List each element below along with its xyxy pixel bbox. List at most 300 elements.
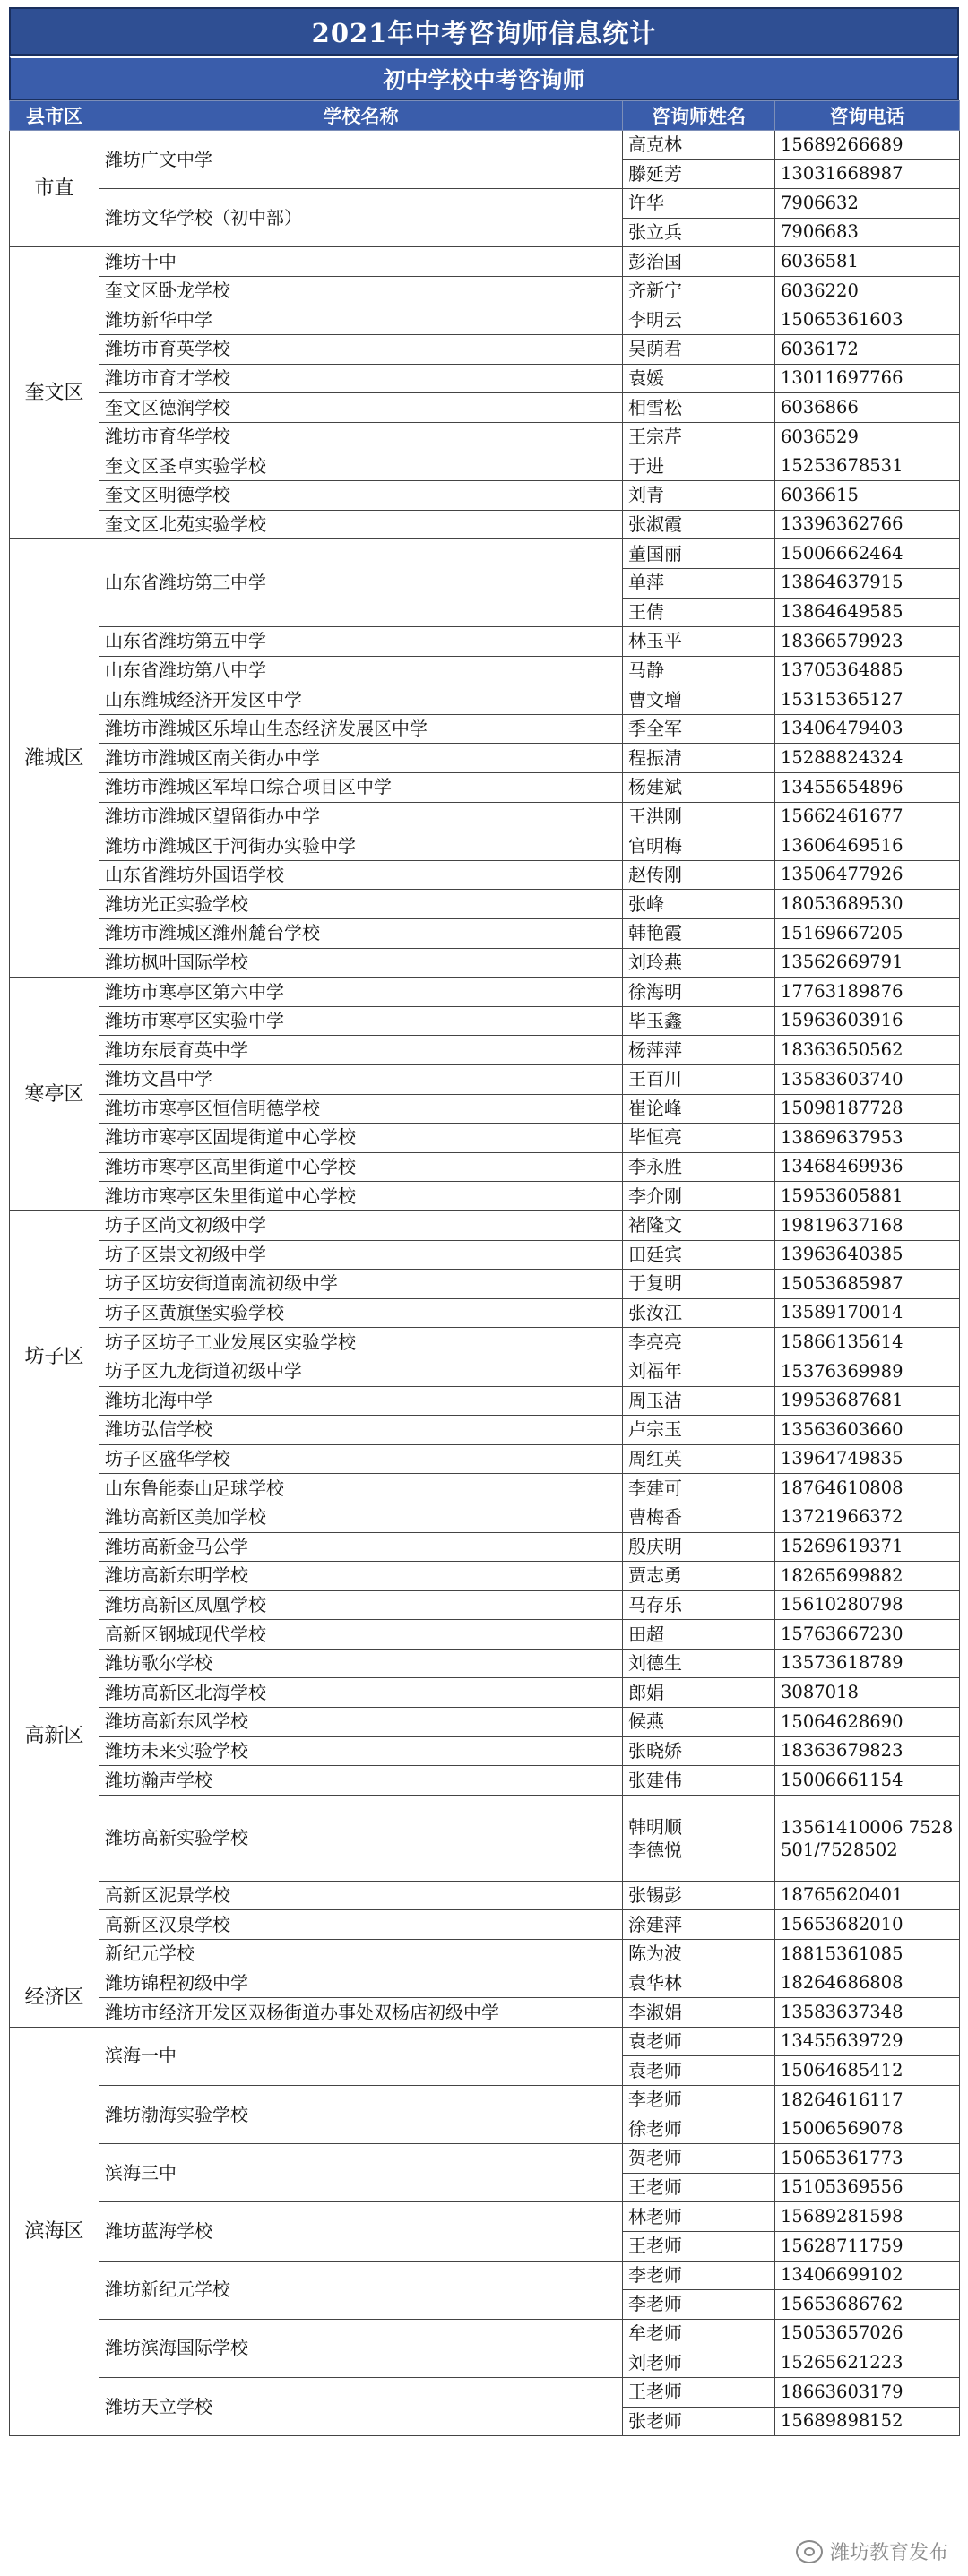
table-row (10, 2086, 960, 2115)
phone-cell: 15064628690 (775, 1708, 960, 1737)
counselor-name-cell: 滕延芳 (623, 159, 775, 189)
county-cell: 高新区 (10, 1503, 99, 1969)
county-cell: 滨海区 (10, 2027, 99, 2435)
school-name-cell: 潍坊北海中学 (99, 1386, 623, 1416)
counselor-name-cell: 张立兵 (623, 218, 775, 247)
counselor-name-cell: 单萍 (623, 568, 775, 598)
school-name-cell: 山东省潍坊第八中学 (99, 656, 623, 685)
table-row (10, 860, 960, 890)
school-name-cell: 潍坊高新区美加学校 (99, 1503, 623, 1532)
counselor-name-cell: 刘玲燕 (623, 948, 775, 978)
counselor-name-cell: 杨萍萍 (623, 1036, 775, 1065)
school-name-cell: 山东省潍坊第五中学 (99, 627, 623, 657)
counselor-table (9, 100, 960, 2436)
counselor-name-cell: 王洪刚 (623, 802, 775, 831)
school-name-cell: 潍坊广文中学 (99, 131, 623, 189)
school-name-cell: 坊子区坊子工业发展区实验学校 (99, 1328, 623, 1357)
table-header-row (10, 101, 960, 131)
phone-cell: 15689266689 (775, 131, 960, 160)
phone-cell: 7906632 (775, 189, 960, 219)
table-row (10, 364, 960, 393)
school-name-cell: 潍坊高新区北海学校 (99, 1678, 623, 1708)
school-name-cell: 坊子区坊安街道南流初级中学 (99, 1270, 623, 1299)
counselor-name-cell: 刘老师 (623, 2348, 775, 2378)
table-row (10, 627, 960, 657)
counselor-name-cell: 崔论峰 (623, 1094, 775, 1124)
counselor-name-cell: 曹文增 (623, 685, 775, 715)
phone-cell: 6036172 (775, 335, 960, 365)
phone-cell: 15098187728 (775, 1094, 960, 1124)
counselor-name-cell: 袁华林 (623, 1969, 775, 1998)
phone-cell: 13031668987 (775, 159, 960, 189)
counselor-name-cell: 马存乐 (623, 1590, 775, 1620)
school-name-cell: 新纪元学校 (99, 1940, 623, 1969)
school-name-cell: 潍坊文昌中学 (99, 1065, 623, 1095)
counselor-name-cell: 王老师 (623, 2173, 775, 2202)
phone-cell: 13963640385 (775, 1240, 960, 1270)
counselor-name-cell: 李介刚 (623, 1182, 775, 1211)
school-name-cell: 潍坊市潍城区于河街办实验中学 (99, 831, 623, 861)
table-row (10, 1094, 960, 1124)
phone-cell: 15953605881 (775, 1182, 960, 1211)
watermark (796, 2537, 948, 2565)
school-name-cell: 潍坊瀚声学校 (99, 1766, 623, 1796)
phone-cell: 15689898152 (775, 2407, 960, 2436)
school-name-cell: 潍坊市育英学校 (99, 335, 623, 365)
phone-cell: 18264616117 (775, 2086, 960, 2115)
school-name-cell: 潍坊新纪元学校 (99, 2261, 623, 2319)
phone-cell: 13406699102 (775, 2261, 960, 2290)
school-name-cell: 潍坊高新区凤凰学校 (99, 1590, 623, 1620)
school-name-cell: 潍坊锦程初级中学 (99, 1969, 623, 1998)
counselor-name-cell: 张建伟 (623, 1766, 775, 1796)
counselor-name-cell: 李老师 (623, 2261, 775, 2290)
table-row (10, 948, 960, 978)
table-row (10, 1736, 960, 1766)
header-school: 学校名称 (99, 101, 623, 131)
table-row (10, 1940, 960, 1969)
counselor-name-cell: 于复明 (623, 1270, 775, 1299)
table-row (10, 890, 960, 919)
counselor-name-cell: 刘福年 (623, 1357, 775, 1386)
counselor-name-cell: 李老师 (623, 2290, 775, 2320)
table-row (10, 714, 960, 744)
table-row (10, 685, 960, 715)
school-name-cell: 坊子区盛华学校 (99, 1444, 623, 1474)
counselor-name-cell: 李明云 (623, 306, 775, 335)
counselor-name-cell: 田廷宾 (623, 1240, 775, 1270)
school-name-cell: 潍坊渤海实验学校 (99, 2086, 623, 2144)
table-row (10, 422, 960, 452)
counselor-name-cell: 褚隆文 (623, 1210, 775, 1240)
phone-cell: 15963603916 (775, 1006, 960, 1036)
table-row (10, 1240, 960, 1270)
phone-cell: 15628711759 (775, 2231, 960, 2261)
phone-cell: 13396362766 (775, 510, 960, 539)
phone-cell: 13589170014 (775, 1298, 960, 1328)
counselor-name-cell: 周玉洁 (623, 1386, 775, 1416)
phone-cell: 15053685987 (775, 1270, 960, 1299)
phone-cell: 15265621223 (775, 2348, 960, 2378)
table-row (10, 1474, 960, 1503)
counselor-name-cell: 程振清 (623, 744, 775, 773)
phone-cell: 18366579923 (775, 627, 960, 657)
school-name-cell: 潍坊未来实验学校 (99, 1736, 623, 1766)
phone-cell: 15253678531 (775, 452, 960, 481)
counselor-name-cell: 王宗芹 (623, 422, 775, 452)
table-row (10, 393, 960, 423)
phone-cell: 18363679823 (775, 1736, 960, 1766)
table-row (10, 1910, 960, 1940)
phone-cell: 13011697766 (775, 364, 960, 393)
phone-cell: 13583603740 (775, 1065, 960, 1095)
school-name-cell: 潍坊市潍城区军埠口综合项目区中学 (99, 773, 623, 803)
school-name-cell: 潍坊歌尔学校 (99, 1649, 623, 1678)
counselor-name-cell: 周红英 (623, 1444, 775, 1474)
phone-cell: 13406479403 (775, 714, 960, 744)
phone-cell: 15065361603 (775, 306, 960, 335)
counselor-name-cell: 李建可 (623, 1474, 775, 1503)
school-name-cell: 潍坊高新东明学校 (99, 1562, 623, 1591)
table-row (10, 802, 960, 831)
school-name-cell: 潍坊市潍城区南关街办中学 (99, 744, 623, 773)
table-row (10, 744, 960, 773)
table-row (10, 1649, 960, 1678)
school-name-cell: 潍坊东辰育英中学 (99, 1036, 623, 1065)
phone-cell: 18764610808 (775, 1474, 960, 1503)
school-name-cell: 潍坊市潍城区望留街办中学 (99, 802, 623, 831)
school-name-cell: 潍坊高新实验学校 (99, 1795, 623, 1881)
phone-cell: 15763667230 (775, 1620, 960, 1650)
school-name-cell: 奎文区明德学校 (99, 481, 623, 511)
table-row (10, 2144, 960, 2174)
phone-cell: 19953687681 (775, 1386, 960, 1416)
counselor-name-cell: 王老师 (623, 2377, 775, 2407)
stats-sheet (9, 7, 959, 2436)
school-name-cell: 奎文区北苑实验学校 (99, 510, 623, 539)
school-name-cell: 奎文区德润学校 (99, 393, 623, 423)
phone-cell: 13864649585 (775, 598, 960, 627)
wechat-icon (796, 2540, 823, 2563)
table-row (10, 656, 960, 685)
table-row (10, 1298, 960, 1328)
counselor-name-cell: 卢宗玉 (623, 1416, 775, 1445)
school-name-cell: 高新区泥景学校 (99, 1881, 623, 1910)
phone-cell: 15064685412 (775, 2056, 960, 2086)
school-name-cell: 潍坊市寒亭区朱里街道中心学校 (99, 1182, 623, 1211)
phone-cell: 18815361085 (775, 1940, 960, 1969)
table-body (10, 131, 960, 2436)
table-row (10, 1036, 960, 1065)
counselor-name-cell: 涂建萍 (623, 1910, 775, 1940)
counselor-name-cell: 李老师 (623, 2086, 775, 2115)
school-name-cell: 奎文区卧龙学校 (99, 276, 623, 306)
table-row (10, 1065, 960, 1095)
phone-cell: 15269619371 (775, 1532, 960, 1562)
phone-cell: 13563603660 (775, 1416, 960, 1445)
phone-cell: 13506477926 (775, 860, 960, 890)
table-row (10, 1678, 960, 1708)
counselor-name-cell: 徐海明 (623, 978, 775, 1007)
table-row (10, 1152, 960, 1182)
table-row (10, 189, 960, 219)
phone-cell: 15610280798 (775, 1590, 960, 1620)
phone-cell: 6036581 (775, 247, 960, 277)
table-row (10, 831, 960, 861)
school-name-cell: 潍坊枫叶国际学校 (99, 948, 623, 978)
phone-cell: 15065361773 (775, 2144, 960, 2174)
school-name-cell: 潍坊市潍城区乐埠山生态经济发展区中学 (99, 714, 623, 744)
phone-cell: 6036529 (775, 422, 960, 452)
school-name-cell: 潍坊市寒亭区实验中学 (99, 1006, 623, 1036)
counselor-name-cell: 于进 (623, 452, 775, 481)
counselor-name-cell: 齐新宁 (623, 276, 775, 306)
school-name-cell: 潍坊市潍城区潍州麓台学校 (99, 919, 623, 949)
counselor-name-cell: 毕玉鑫 (623, 1006, 775, 1036)
phone-cell: 18663603179 (775, 2377, 960, 2407)
counselor-name-cell: 相雪松 (623, 393, 775, 423)
table-row (10, 1416, 960, 1445)
counselor-name-cell: 徐老师 (623, 2115, 775, 2144)
table-row (10, 1006, 960, 1036)
phone-cell: 15315365127 (775, 685, 960, 715)
counselor-name-cell: 贾志勇 (623, 1562, 775, 1591)
counselor-name-cell: 张汝江 (623, 1298, 775, 1328)
counselor-name-cell: 李永胜 (623, 1152, 775, 1182)
counselor-name-cell: 陈为波 (623, 1940, 775, 1969)
table-row (10, 2202, 960, 2232)
counselor-name-cell: 毕恒亮 (623, 1124, 775, 1153)
school-name-cell: 山东省潍坊第三中学 (99, 539, 623, 627)
phone-cell: 15653686762 (775, 2290, 960, 2320)
phone-cell: 13561410006 7528501/7528502 (775, 1795, 960, 1881)
school-name-cell: 奎文区圣卓实验学校 (99, 452, 623, 481)
school-name-cell: 潍坊市育才学校 (99, 364, 623, 393)
phone-cell: 6036866 (775, 393, 960, 423)
school-name-cell: 潍坊高新金马公学 (99, 1532, 623, 1562)
table-row (10, 2319, 960, 2348)
county-cell: 坊子区 (10, 1210, 99, 1503)
counselor-name-cell: 季全军 (623, 714, 775, 744)
table-row (10, 978, 960, 1007)
table-row (10, 2377, 960, 2407)
phone-cell: 17763189876 (775, 978, 960, 1007)
table-row (10, 306, 960, 335)
table-row (10, 452, 960, 481)
school-name-cell: 坊子区黄旗堡实验学校 (99, 1298, 623, 1328)
counselor-name-cell: 贺老师 (623, 2144, 775, 2174)
school-name-cell: 潍坊市寒亭区固堤街道中心学校 (99, 1124, 623, 1153)
phone-cell: 13864637915 (775, 568, 960, 598)
phone-cell: 15662461677 (775, 802, 960, 831)
school-name-cell: 山东省潍坊外国语学校 (99, 860, 623, 890)
school-name-cell: 坊子区九龙街道初级中学 (99, 1357, 623, 1386)
school-name-cell: 滨海三中 (99, 2144, 623, 2202)
header-county: 县市区 (10, 101, 99, 131)
table-row (10, 1562, 960, 1591)
school-name-cell: 潍坊滨海国际学校 (99, 2319, 623, 2377)
table-row (10, 1182, 960, 1211)
counselor-name-cell: 张老师 (623, 2407, 775, 2436)
counselor-name-cell: 候燕 (623, 1708, 775, 1737)
counselor-name-cell: 李淑娟 (623, 1998, 775, 2028)
table-row (10, 1328, 960, 1357)
counselor-name-cell: 刘德生 (623, 1649, 775, 1678)
table-row (10, 1766, 960, 1796)
school-name-cell: 潍坊十中 (99, 247, 623, 277)
table-row (10, 1795, 960, 1881)
table-row (10, 2261, 960, 2290)
county-cell: 经济区 (10, 1969, 99, 2027)
counselor-name-cell: 殷庆明 (623, 1532, 775, 1562)
counselor-name-cell: 牟老师 (623, 2319, 775, 2348)
header-counselor: 咨询师姓名 (623, 101, 775, 131)
phone-cell: 7906683 (775, 218, 960, 247)
table-row (10, 1357, 960, 1386)
counselor-name-cell: 张锡彭 (623, 1881, 775, 1910)
phone-cell: 15169667205 (775, 919, 960, 949)
counselor-name-cell: 赵传刚 (623, 860, 775, 890)
phone-cell: 13606469516 (775, 831, 960, 861)
county-cell: 潍城区 (10, 539, 99, 978)
school-name-cell: 高新区汉泉学校 (99, 1910, 623, 1940)
school-name-cell: 坊子区尚文初级中学 (99, 1210, 623, 1240)
counselor-name-cell: 张峰 (623, 890, 775, 919)
counselor-name-cell: 韩艳霞 (623, 919, 775, 949)
school-name-cell: 山东潍城经济开发区中学 (99, 685, 623, 715)
watermark-text: 潍坊教育发布 (829, 2542, 948, 2564)
school-name-cell: 潍坊市寒亭区高里街道中心学校 (99, 1152, 623, 1182)
phone-cell: 6036615 (775, 481, 960, 511)
table-row (10, 335, 960, 365)
phone-cell: 13869637953 (775, 1124, 960, 1153)
phone-cell: 13455654896 (775, 773, 960, 803)
counselor-name-cell: 许华 (623, 189, 775, 219)
table-row (10, 2027, 960, 2056)
table-row (10, 1708, 960, 1737)
phone-cell: 13583637348 (775, 1998, 960, 2028)
counselor-name-cell: 刘青 (623, 481, 775, 511)
counselor-name-cell: 彭治国 (623, 247, 775, 277)
school-name-cell: 潍坊文华学校（初中部） (99, 189, 623, 247)
phone-cell: 15006661154 (775, 1766, 960, 1796)
counselor-name-cell: 官明梅 (623, 831, 775, 861)
counselor-name-cell: 张淑霞 (623, 510, 775, 539)
phone-cell: 13573618789 (775, 1649, 960, 1678)
counselor-name-cell: 田超 (623, 1620, 775, 1650)
school-name-cell: 高新区钢城现代学校 (99, 1620, 623, 1650)
counselor-name-cell: 王百川 (623, 1065, 775, 1095)
table-row (10, 1444, 960, 1474)
phone-cell: 15006569078 (775, 2115, 960, 2144)
phone-cell: 15288824324 (775, 744, 960, 773)
counselor-name-cell: 李亮亮 (623, 1328, 775, 1357)
counselor-name-cell: 马静 (623, 656, 775, 685)
phone-cell: 13468469936 (775, 1152, 960, 1182)
school-name-cell: 潍坊光正实验学校 (99, 890, 623, 919)
counselor-name-cell: 杨建斌 (623, 773, 775, 803)
phone-cell: 13705364885 (775, 656, 960, 685)
counselor-name-cell: 袁媛 (623, 364, 775, 393)
phone-cell: 15866135614 (775, 1328, 960, 1357)
school-name-cell: 坊子区崇文初级中学 (99, 1240, 623, 1270)
phone-cell: 18053689530 (775, 890, 960, 919)
table-row (10, 131, 960, 160)
phone-cell: 15653682010 (775, 1910, 960, 1940)
counselor-name-cell: 韩明顺 李德悦 (623, 1795, 775, 1881)
counselor-name-cell: 董国丽 (623, 539, 775, 569)
school-name-cell: 潍坊天立学校 (99, 2377, 623, 2435)
school-name-cell: 潍坊市寒亭区恒信明德学校 (99, 1094, 623, 1124)
phone-cell: 13455639729 (775, 2027, 960, 2056)
counselor-name-cell: 王老师 (623, 2231, 775, 2261)
table-subtitle: 初中学校中考咨询师 (9, 56, 959, 100)
table-row (10, 773, 960, 803)
phone-cell: 18363650562 (775, 1036, 960, 1065)
counselor-name-cell: 张晓娇 (623, 1736, 775, 1766)
phone-cell: 13721966372 (775, 1503, 960, 1532)
counselor-name-cell: 林老师 (623, 2202, 775, 2232)
page-title: 2021年中考咨询师信息统计 (9, 7, 959, 56)
table-row (10, 1881, 960, 1910)
table-row (10, 1124, 960, 1153)
phone-cell: 3087018 (775, 1678, 960, 1708)
phone-cell: 18765620401 (775, 1881, 960, 1910)
school-name-cell: 滨海一中 (99, 2027, 623, 2085)
header-phone: 咨询电话 (775, 101, 960, 131)
phone-cell: 15376369989 (775, 1357, 960, 1386)
counselor-name-cell: 吴荫君 (623, 335, 775, 365)
county-cell: 市直 (10, 131, 99, 247)
school-name-cell: 潍坊蓝海学校 (99, 2202, 623, 2261)
counselor-name-cell: 袁老师 (623, 2027, 775, 2056)
table-row (10, 481, 960, 511)
counselor-name-cell: 王倩 (623, 598, 775, 627)
counselor-name-cell: 袁老师 (623, 2056, 775, 2086)
phone-cell: 13562669791 (775, 948, 960, 978)
table-row (10, 1532, 960, 1562)
table-row (10, 1386, 960, 1416)
school-name-cell: 潍坊弘信学校 (99, 1416, 623, 1445)
phone-cell: 19819637168 (775, 1210, 960, 1240)
table-row (10, 247, 960, 277)
phone-cell: 18265699882 (775, 1562, 960, 1591)
phone-cell: 13964749835 (775, 1444, 960, 1474)
county-cell: 奎文区 (10, 247, 99, 539)
table-row (10, 539, 960, 569)
phone-cell: 15006662464 (775, 539, 960, 569)
table-row (10, 1620, 960, 1650)
phone-cell: 15689281598 (775, 2202, 960, 2232)
table-row (10, 1270, 960, 1299)
counselor-name-cell: 郎娟 (623, 1678, 775, 1708)
school-name-cell: 潍坊新华中学 (99, 306, 623, 335)
phone-cell: 15105369556 (775, 2173, 960, 2202)
school-name-cell: 山东鲁能泰山足球学校 (99, 1474, 623, 1503)
table-row (10, 1969, 960, 1998)
school-name-cell: 潍坊市经济开发区双杨街道办事处双杨店初级中学 (99, 1998, 623, 2028)
table-row (10, 1590, 960, 1620)
table-row (10, 276, 960, 306)
school-name-cell: 潍坊市寒亭区第六中学 (99, 978, 623, 1007)
counselor-name-cell: 曹梅香 (623, 1503, 775, 1532)
table-row (10, 1210, 960, 1240)
counselor-name-cell: 林玉平 (623, 627, 775, 657)
county-cell: 寒亭区 (10, 978, 99, 1211)
phone-cell: 6036220 (775, 276, 960, 306)
table-row (10, 919, 960, 949)
phone-cell: 18264686808 (775, 1969, 960, 1998)
